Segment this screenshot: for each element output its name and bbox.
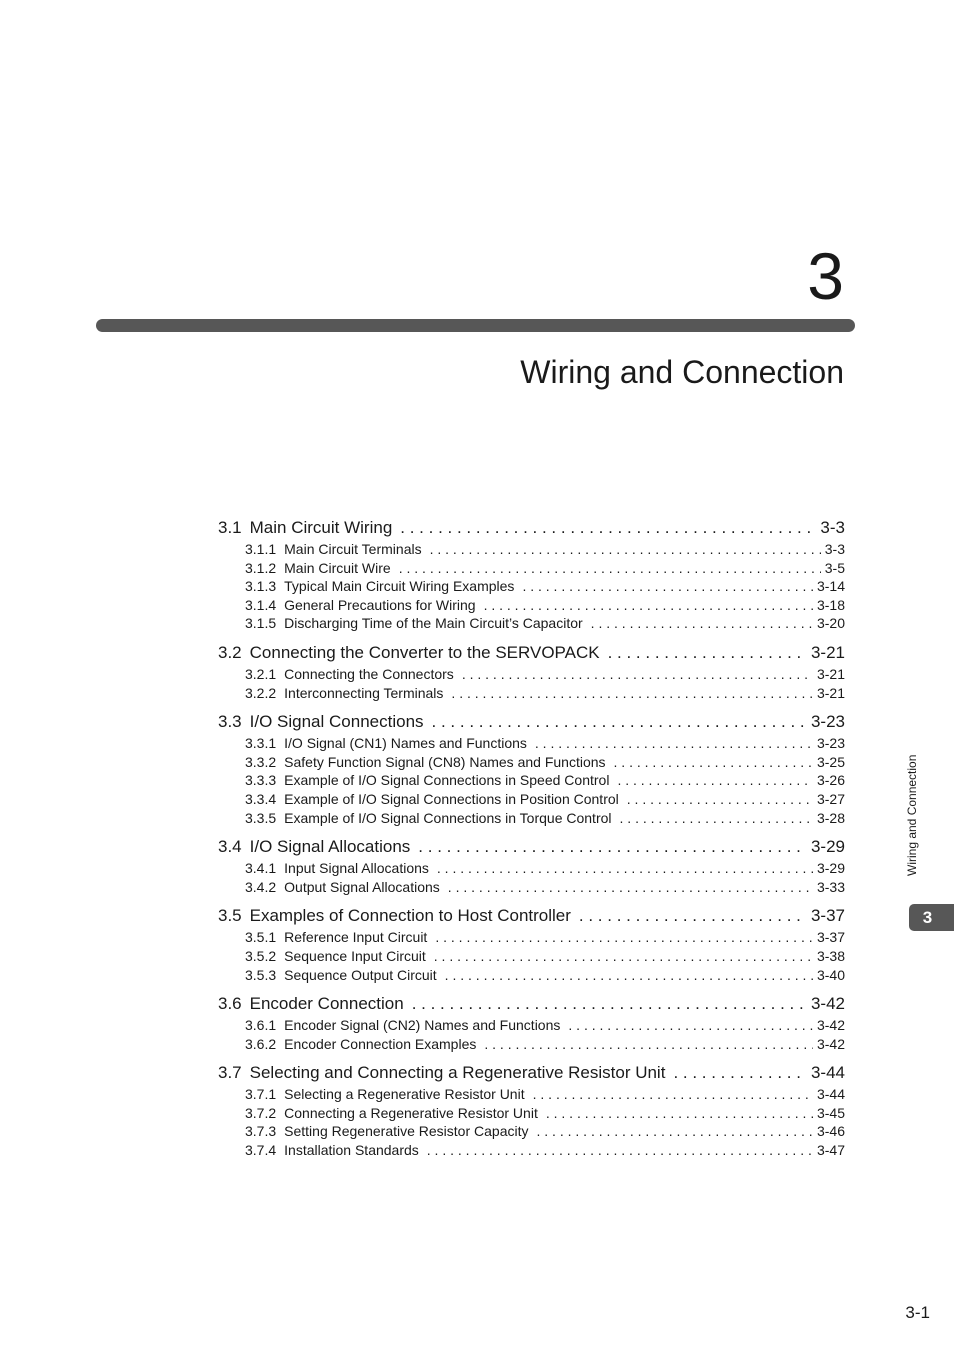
toc-section-entry[interactable]: [218, 710, 845, 734]
toc-section-title: Selecting and Connecting a Regenerative Resistor Unit: [249, 1063, 666, 1083]
toc-section-entry[interactable]: [218, 835, 845, 859]
toc-subsection-title: Sequence Output Circuit: [284, 966, 437, 983]
toc-dot-leader: [448, 878, 813, 897]
toc-dot-leader: [434, 947, 813, 966]
toc-section-title: Connecting the Converter to the SERVOPACK: [249, 642, 600, 662]
toc-section-page: 3-37: [810, 906, 845, 926]
toc-subsection-number: 3.2.1: [245, 665, 277, 682]
toc-section-entry[interactable]: [218, 1061, 845, 1085]
toc-subsection-entry[interactable]: [218, 1122, 845, 1141]
toc-subsection-entry[interactable]: [218, 966, 845, 985]
toc-section-number: 3.6: [218, 994, 242, 1014]
toc-subsection-entry[interactable]: [218, 878, 845, 897]
page-number: 3-1: [905, 1303, 930, 1322]
toc-subsection-entry[interactable]: [218, 559, 845, 578]
toc-subsection-page: 3-46: [816, 1123, 845, 1140]
toc-section-number: 3.1: [218, 518, 242, 537]
toc-subsection-number: 3.3.2: [245, 753, 277, 770]
toc-subsection-entry[interactable]: [218, 540, 845, 559]
toc-dot-leader: [620, 809, 813, 828]
toc-subsection-entry[interactable]: [218, 614, 845, 633]
toc-dot-leader: [484, 596, 813, 615]
toc-subsection-entry[interactable]: [218, 753, 845, 772]
toc-subsection-page: 3-42: [816, 1035, 845, 1052]
toc-subsection-entry[interactable]: [218, 859, 845, 878]
side-tab-number: 3: [922, 907, 933, 927]
toc-subsection-entry[interactable]: [218, 1085, 845, 1104]
toc-section-number: 3.2: [218, 642, 242, 662]
toc-subsection-number: 3.7.2: [245, 1104, 277, 1121]
toc-subsection-number: 3.2.2: [245, 684, 277, 701]
toc-dot-leader: [412, 992, 807, 1016]
toc-section-entry[interactable]: [218, 516, 845, 540]
toc-subsection-title: Connecting the Connectors: [284, 665, 454, 682]
toc-dot-leader: [445, 966, 813, 985]
toc-section-page: 3-21: [810, 642, 845, 662]
toc-subsection-title: Sequence Input Circuit: [284, 947, 426, 964]
toc-subsection-page: 3-25: [816, 753, 845, 770]
toc-subsection-page: 3-47: [816, 1142, 845, 1159]
toc-subsection-title: Example of I/O Signal Connections in Torque Control: [284, 809, 612, 826]
toc-subsection-entry[interactable]: [218, 684, 845, 703]
toc-section-page: 3-3: [820, 518, 845, 537]
toc-subsection-title: Main Circuit Wire: [284, 559, 391, 576]
toc-dot-leader: [579, 904, 807, 928]
toc-dot-leader: [484, 1035, 813, 1054]
toc-subsection-title: Encoder Connection Examples: [284, 1035, 477, 1052]
toc-subsection-title: Encoder Signal (CN2) Names and Functions: [284, 1017, 561, 1034]
toc-section-page: 3-44: [810, 1063, 845, 1083]
toc-dot-leader: [535, 734, 813, 753]
toc-subsection-number: 3.3.1: [245, 735, 277, 752]
toc-subsection-title: Reference Input Circuit: [284, 929, 428, 946]
toc-subsection-page: 3-37: [816, 929, 845, 946]
toc-subsection-number: 3.4.1: [245, 860, 277, 877]
toc-subsection-number: 3.1.2: [245, 559, 277, 576]
toc-dot-leader: [673, 1061, 807, 1085]
toc-dot-leader: [591, 614, 813, 633]
toc-section-entry[interactable]: [218, 904, 845, 928]
toc-dot-leader: [608, 641, 807, 665]
toc-subsection-title: Main Circuit Terminals: [284, 541, 422, 557]
toc-subsection-title: Selecting a Regenerative Resistor Unit: [284, 1086, 525, 1103]
toc-section-number: 3.5: [218, 906, 242, 926]
toc-dot-leader: [568, 1016, 813, 1035]
toc-subsection-page: 3-29: [816, 860, 845, 877]
toc-dot-leader: [451, 684, 813, 703]
toc-dot-leader: [522, 577, 813, 596]
toc-section: [218, 516, 845, 633]
toc-subsection-page: 3-44: [816, 1086, 845, 1103]
table-of-contents: [218, 516, 845, 1160]
toc-section: [218, 710, 845, 827]
toc-subsection-entry[interactable]: [218, 734, 845, 753]
toc-dot-leader: [437, 859, 813, 878]
toc-subsection-number: 3.7.1: [245, 1086, 277, 1103]
chapter-number: 3: [807, 239, 844, 313]
toc-subsection-entry[interactable]: [218, 1016, 845, 1035]
toc-dot-leader: [614, 753, 813, 772]
toc-section-page: 3-29: [810, 837, 845, 857]
toc-dot-leader: [627, 790, 813, 809]
toc-dot-leader: [435, 928, 813, 947]
toc-subsection-page: 3-45: [816, 1104, 845, 1121]
toc-subsection-page: 3-28: [816, 809, 845, 826]
toc-section-title: Encoder Connection: [249, 994, 404, 1014]
toc-subsection-number: 3.3.3: [245, 772, 277, 789]
toc-dot-leader: [546, 1104, 813, 1123]
toc-dot-leader: [399, 559, 821, 578]
toc-section-title: I/O Signal Connections: [249, 712, 424, 732]
toc-subsection-page: 3-21: [816, 684, 845, 701]
toc-dot-leader: [536, 1122, 812, 1141]
toc-subsection-page: 3-18: [816, 596, 845, 613]
toc-section-title: Main Circuit Wiring: [249, 518, 393, 537]
toc-subsection-number: 3.3.4: [245, 790, 277, 807]
toc-subsection-title: Output Signal Allocations: [284, 878, 440, 895]
toc-subsection-number: 3.1.4: [245, 596, 277, 613]
toc-subsection-title: Safety Function Signal (CN8) Names and Functions: [284, 753, 606, 770]
toc-subsection-number: 3.4.2: [245, 878, 277, 895]
toc-subsection-entry[interactable]: [218, 665, 845, 684]
toc-dot-leader: [617, 771, 813, 790]
toc-subsection-page: 3-21: [816, 665, 845, 682]
toc-section: [218, 1061, 845, 1159]
toc-subsection-title: Interconnecting Terminals: [284, 684, 444, 701]
toc-section-number: 3.4: [218, 837, 242, 857]
toc-subsection-entry[interactable]: [218, 596, 845, 615]
toc-subsection-entry[interactable]: [218, 1104, 845, 1123]
toc-subsection-entry[interactable]: [218, 1035, 845, 1054]
toc-subsection-number: 3.5.1: [245, 929, 277, 946]
chapter-divider-bar: [96, 319, 855, 332]
toc-section-page: 3-23: [810, 712, 845, 732]
toc-subsection-title: Typical Main Circuit Wiring Examples: [284, 578, 515, 595]
toc-subsection-page: 3-14: [816, 578, 845, 595]
toc-subsection-page: 3-5: [824, 559, 845, 576]
toc-subsection-page: 3-42: [816, 1017, 845, 1034]
toc-subsection-page: 3-40: [816, 966, 845, 983]
toc-subsection-entry[interactable]: [218, 1141, 845, 1160]
toc-subsection-number: 3.1.5: [245, 615, 277, 632]
side-tab-label: Wiring and Connection: [905, 754, 919, 876]
toc-subsection-entry[interactable]: [218, 947, 845, 966]
toc-subsection-entry[interactable]: [218, 771, 845, 790]
toc-subsection-entry[interactable]: [218, 928, 845, 947]
toc-dot-leader: [432, 710, 807, 734]
toc-subsection-entry[interactable]: [218, 577, 845, 596]
toc-section-entry[interactable]: [218, 641, 845, 665]
toc-subsection-title: Discharging Time of the Main Circuit’s Capacitor: [284, 615, 583, 632]
toc-subsection-number: 3.5.3: [245, 966, 277, 983]
toc-dot-leader: [427, 1141, 813, 1160]
toc-dot-leader: [533, 1085, 813, 1104]
toc-section-title: Examples of Connection to Host Controller: [249, 906, 571, 926]
toc-dot-leader: [462, 665, 813, 684]
toc-subsection-entry[interactable]: [218, 809, 845, 828]
toc-section: [218, 641, 845, 702]
toc-section-number: 3.3: [218, 712, 242, 732]
toc-subsection-number: 3.7.4: [245, 1142, 277, 1159]
toc-subsection-number: 3.1.3: [245, 578, 277, 595]
toc-subsection-number: 3.7.3: [245, 1123, 277, 1140]
toc-subsection-page: 3-3: [824, 541, 845, 557]
toc-subsection-title: Example of I/O Signal Connections in Speed Control: [284, 772, 610, 789]
toc-section: [218, 992, 845, 1053]
toc-subsection-page: 3-27: [816, 790, 845, 807]
toc-subsection-title: Connecting a Regenerative Resistor Unit: [284, 1104, 538, 1121]
toc-dot-leader: [400, 516, 816, 540]
toc-subsection-title: I/O Signal (CN1) Names and Functions: [284, 735, 527, 752]
toc-subsection-number: 3.1.1: [245, 541, 277, 557]
toc-subsection-title: General Precautions for Wiring: [284, 596, 476, 613]
toc-subsection-page: 3-33: [816, 878, 845, 895]
chapter-title: Wiring and Connection: [520, 354, 844, 390]
toc-subsection-number: 3.5.2: [245, 947, 277, 964]
toc-subsection-page: 3-20: [816, 615, 845, 632]
toc-section: [218, 904, 845, 984]
toc-subsection-page: 3-26: [816, 772, 845, 789]
toc-subsection-page: 3-38: [816, 947, 845, 964]
toc-subsection-number: 3.3.5: [245, 809, 277, 826]
toc-subsection-title: Installation Standards: [284, 1142, 419, 1159]
toc-subsection-title: Input Signal Allocations: [284, 860, 429, 877]
toc-subsection-number: 3.6.1: [245, 1017, 277, 1034]
toc-dot-leader: [430, 540, 821, 559]
toc-section-page: 3-42: [810, 994, 845, 1014]
toc-subsection-number: 3.6.2: [245, 1035, 277, 1052]
toc-subsection-entry[interactable]: [218, 790, 845, 809]
toc-dot-leader: [418, 835, 807, 859]
toc-section-number: 3.7: [218, 1063, 242, 1083]
toc-section-title: I/O Signal Allocations: [249, 837, 411, 857]
toc-subsection-title: Example of I/O Signal Connections in Position Control: [284, 790, 619, 807]
toc-section-entry[interactable]: [218, 992, 845, 1016]
chapter-side-tab[interactable]: [909, 904, 954, 931]
toc-subsection-title: Setting Regenerative Resistor Capacity: [284, 1123, 529, 1140]
toc-subsection-page: 3-23: [816, 735, 845, 752]
toc-section: [218, 835, 845, 896]
